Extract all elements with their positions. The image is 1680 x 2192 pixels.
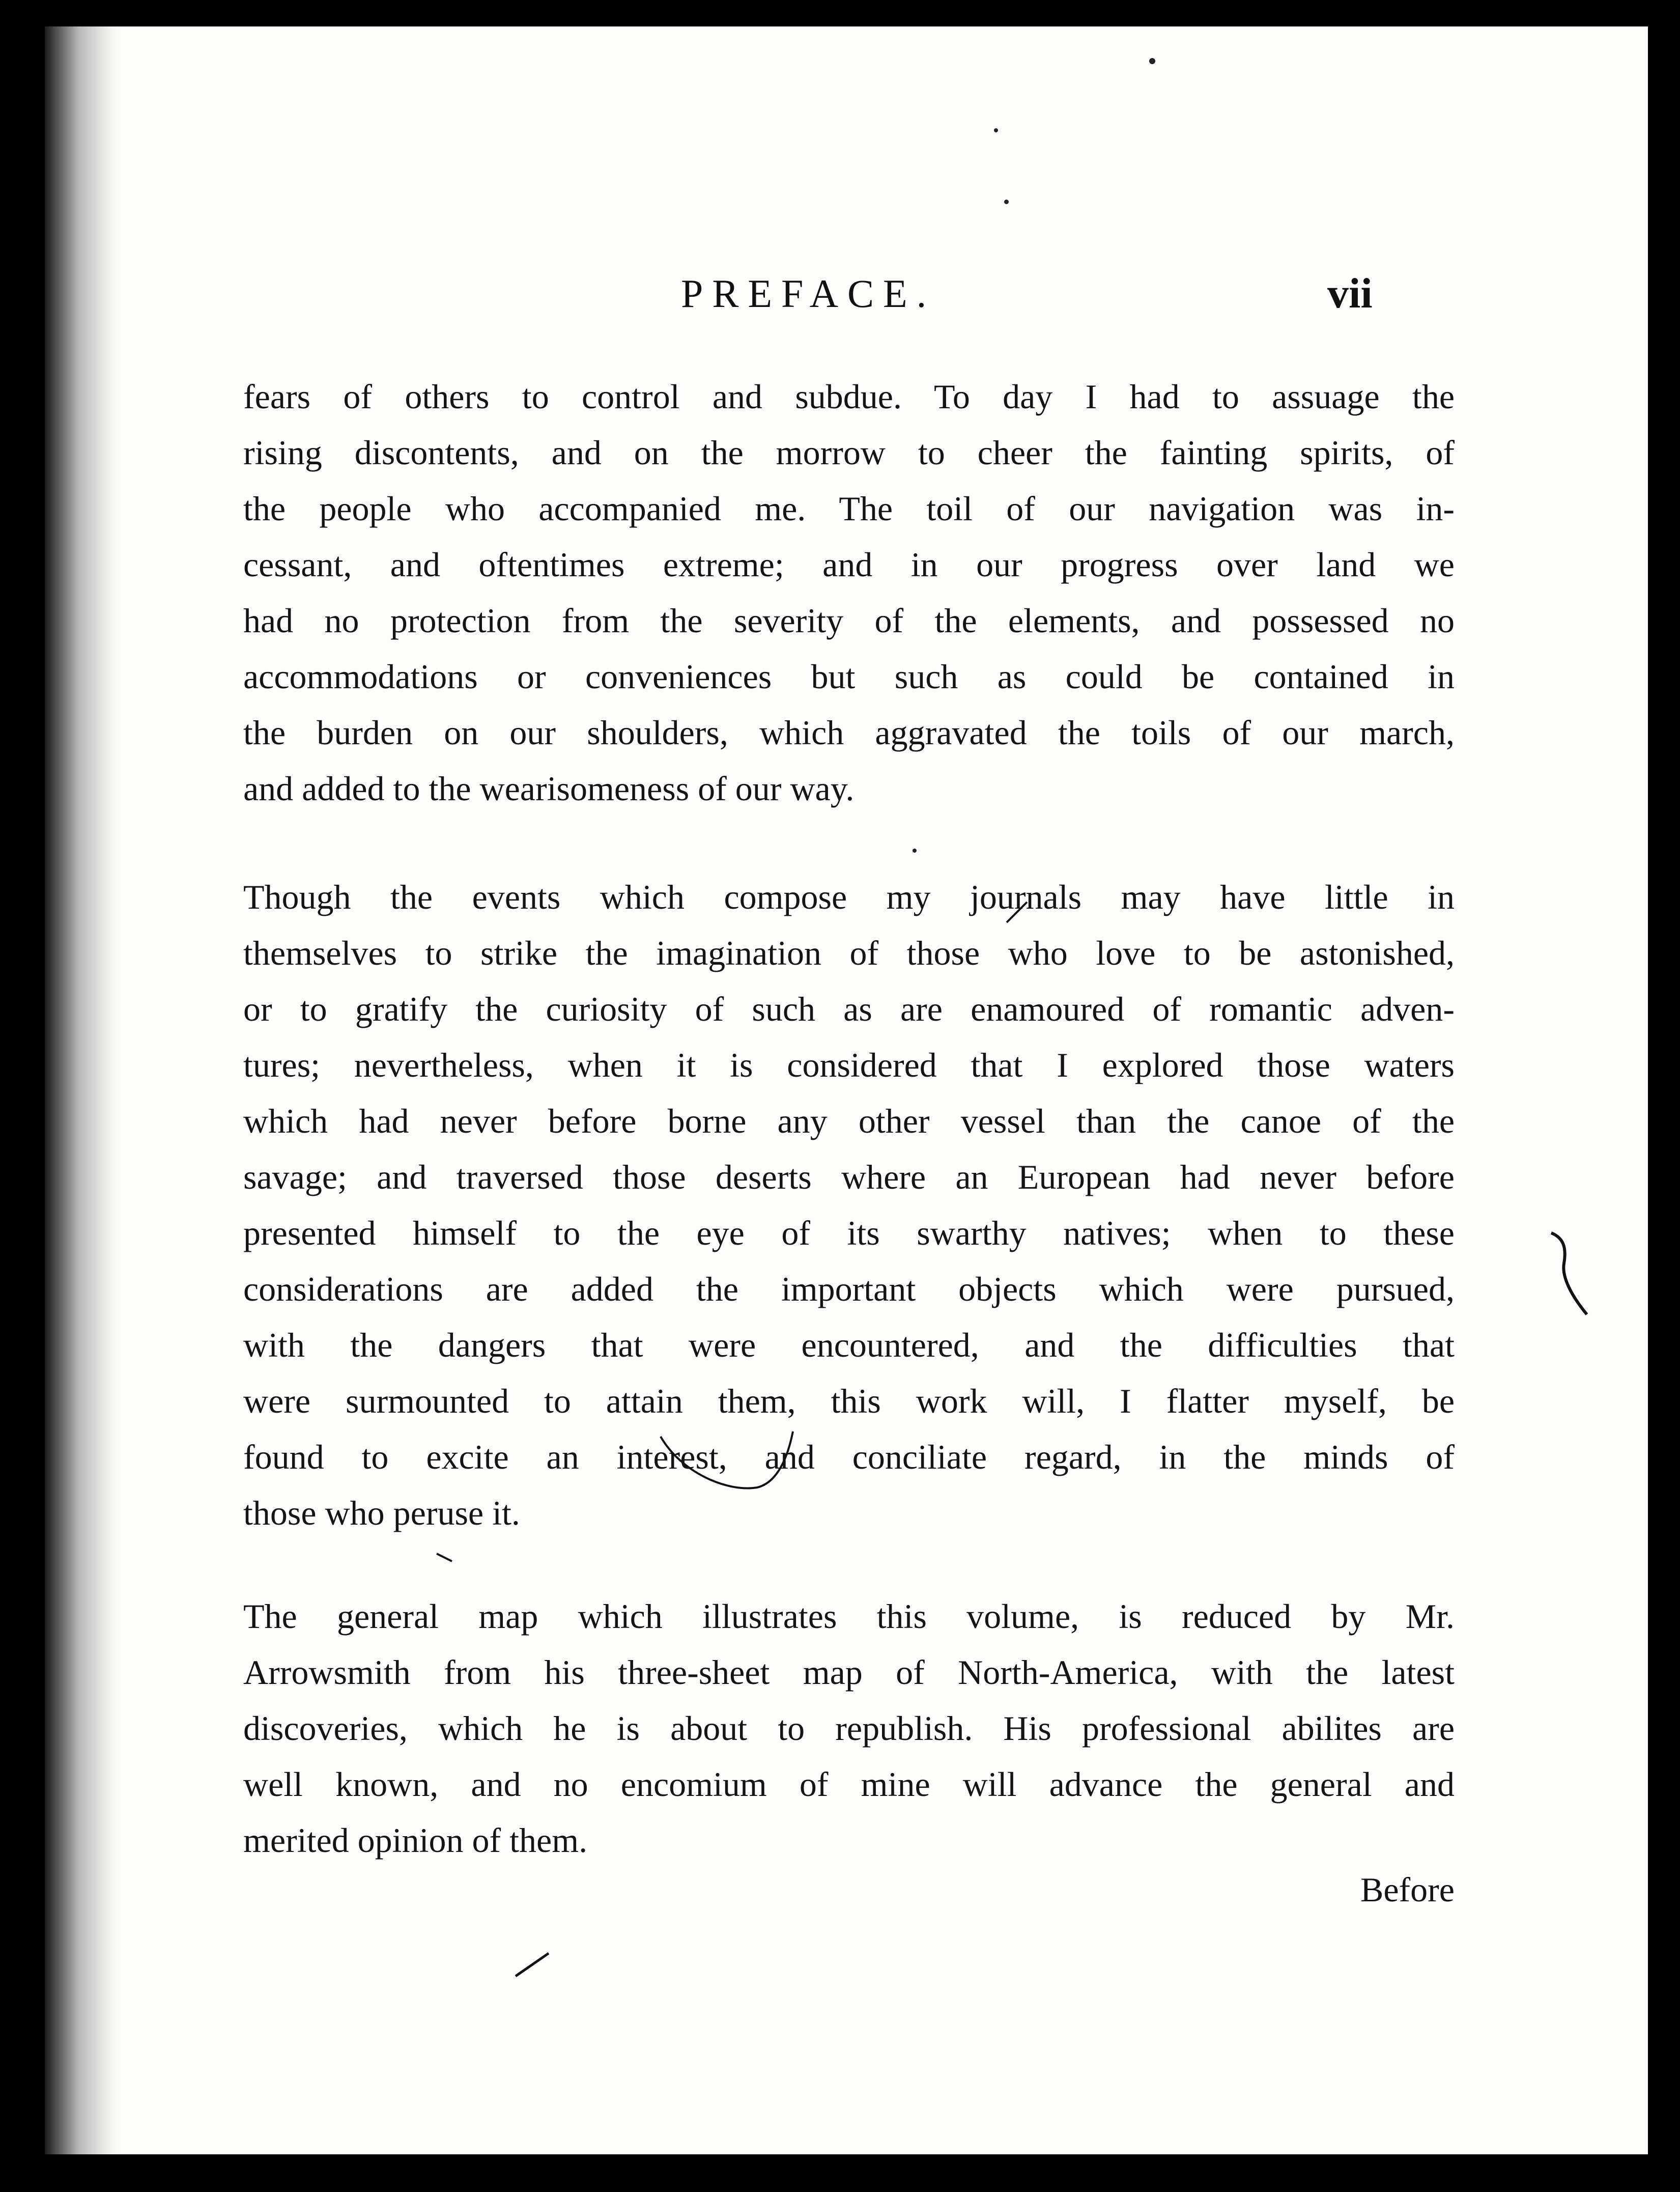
pen-marks	[45, 26, 1648, 2154]
text-line: with the dangers that were encountered, and the difficulties that	[243, 1326, 1455, 1364]
text-line: well known, and no encomium of mine will advance the general and	[243, 1765, 1455, 1804]
text-line: rising discontents, and on the morrow to cheer the fainting spirits, of	[243, 433, 1455, 472]
text-line: had no protection from the severity of the elements, and possessed no	[243, 601, 1455, 640]
text-line: those who peruse it.	[243, 1494, 520, 1532]
text-line: the burden on our shoulders, which aggravated the toils of our march,	[243, 713, 1455, 752]
text-line: themselves to strike the imagination of those who love to be astonished,	[243, 934, 1455, 972]
text-line: and added to the wearisomeness of our way.	[243, 769, 855, 808]
text-line: considerations are added the important objects which were pursued,	[243, 1270, 1455, 1308]
text-line: accommodations or conveniences but such as could be contained in	[243, 657, 1455, 696]
text-line: merited opinion of them.	[243, 1821, 588, 1860]
page-number: vii	[1327, 270, 1373, 317]
text-line: found to excite an interest, and conciliate regard, in the minds of	[243, 1438, 1455, 1476]
dust-speck	[994, 128, 998, 132]
catchword: Before	[1360, 1870, 1455, 1909]
book-page	[45, 26, 1648, 2154]
text-line: which had never before borne any other vessel than the canoe of the	[243, 1102, 1455, 1140]
text-line: cessant, and oftentimes extreme; and in our progress over land we	[243, 545, 1455, 584]
small-dash-mark	[437, 1554, 452, 1561]
text-line: savage; and traversed those deserts where an European had never before	[243, 1158, 1455, 1196]
journals-tick-mark	[1007, 902, 1027, 922]
text-line: tures; nevertheless, when it is considered that I explored those waters	[243, 1046, 1455, 1084]
running-title: PREFACE.	[681, 271, 936, 316]
margin-bracket-mark	[1551, 1233, 1587, 1314]
text-line: were surmounted to attain them, this work will, I flatter myself, be	[243, 1382, 1455, 1420]
text-line: Arrowsmith from his three-sheet map of North-America, with the latest	[243, 1653, 1455, 1692]
dust-speck	[1149, 58, 1155, 64]
interest-underline-mark	[661, 1431, 793, 1488]
margin-stroke-mark	[516, 1953, 549, 1976]
text-line: fears of others to control and subdue. To day I had to assuage the	[243, 377, 1455, 416]
text-line: discoveries, which he is about to republish. His professional abilites are	[243, 1709, 1455, 1748]
text-line: presented himself to the eye of its swarthy natives; when to these	[243, 1214, 1455, 1252]
text-line: Though the events which compose my journals may have little in	[243, 878, 1455, 916]
text-line: The general map which illustrates this volume, is reduced by Mr.	[243, 1597, 1455, 1636]
text-line: or to gratify the curiosity of such as are enamoured of romantic adven-	[243, 990, 1455, 1028]
text-line: the people who accompanied me. The toil of our navigation was in-	[243, 489, 1455, 528]
dust-speck	[1004, 200, 1009, 204]
dust-speck	[913, 849, 917, 853]
